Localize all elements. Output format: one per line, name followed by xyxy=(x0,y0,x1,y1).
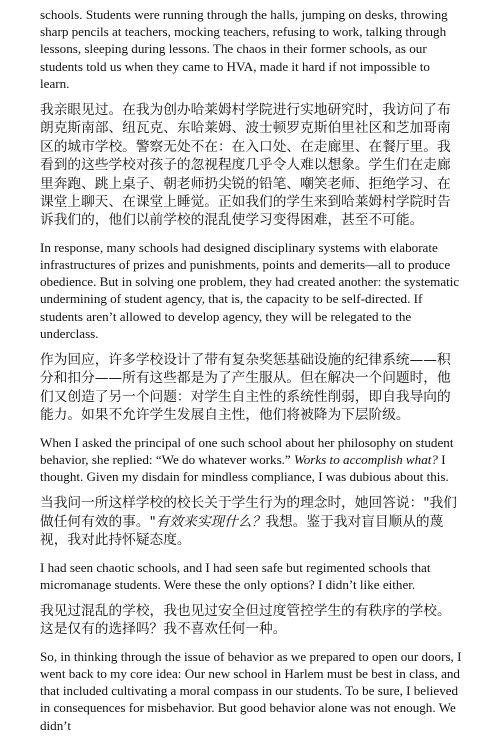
paragraph-chinese-4: 我见过混乱的学校，我也见过安全但过度管控学生的有秩序的学校。这是仅有的选择吗？我不喜欢任何一种。 xyxy=(40,602,451,638)
document-page xyxy=(40,6,462,743)
paragraph-chinese-2: 作为回应，许多学校设计了带有复杂奖惩基础设施的纪律系统——积分和扣分——所有这些都是为了产生服从。但在解决一个问题时，他们又创造了另一个问题：对学生自主性的系统性削弱，即自我导向的能力。如果不允许学生发展自主性，他们将被降为下层阶级。 xyxy=(40,352,451,424)
paragraph-english-5: So, in thinking through the issue of behavior as we prepared to open our doors, I went back to my core idea: Our new school in Harlem must be best in class, and that included cultivating a moral compass in our students. To be sure, I believed in consequences for misbehavior. But good behavior alone was not enough. We didn’t xyxy=(40,648,462,733)
paragraph-chinese-3-part-a: 当我问一所这样学校的校长关于学生行为的理念时，她回答说："我们做任何有效的事。" xyxy=(40,495,457,530)
paragraph-english-3-part-a: When I asked the principal of one such school about her philosophy on student behavior, she replied: “We do whatever works.” xyxy=(40,434,454,467)
paragraph-chinese-3-emphasis: 有效来实现什么？ xyxy=(155,513,266,530)
paragraph-english-3-emphasis: Works to accomplish what? xyxy=(294,451,438,467)
paragraph-english-3-part-b: I thought. Given my disdain for mindless compliance, I was dubious about this. xyxy=(40,451,449,485)
paragraph-english-1: schools. Students were running through the halls, jumping on desks, throwing sharp pencils at teachers, mocking teachers, refusing to work, talking through lessons, sleeping during lessons. The chaos in their former schools, as our students told us when they came to HVA, made it hard if not impossible to learn. xyxy=(40,7,448,91)
paragraph-english-2: In response, many schools had designed disciplinary systems with elaborate infrastructures of prizes and punishments, points and demerits—all to produce obedience. But in solving one problem, they had created another: the systematic undermining of student agency, that is, the capacity to be self-directed. If students aren’t allowed to develop agency, they will be relegated to the underclass. xyxy=(40,239,460,341)
paragraph-chinese-1: 我亲眼见过。在我为创办哈莱姆村学院进行实地研究时，我访问了布朗克斯南部、纽瓦克、东哈莱姆、波士顿罗克斯伯里社区和芝加哥南区的城市学校。警察无处不在：在入口处、在走廊里、在餐厅里。我看到的这些学校对孩子的忽视程度几乎令人难以想象。学生们在走廊里奔跑、跳上桌子、朝老师扔尖锐的铅笔、嘲笑老师、拒绝学习、在课堂上聊天、在课堂上睡觉。正如我们的学生来到哈莱姆村学院时告诉我们的，他们以前学校的混乱使学习变得困难，甚至不可能。 xyxy=(40,102,451,229)
paragraph-chinese-3 xyxy=(40,494,462,549)
paragraph-english-4: I had seen chaotic schools, and I had seen safe but regimented schools that micromanage students. Were these the only options? I didn’t like either. xyxy=(40,559,431,592)
paragraph-chinese-3-part-b: 我想。鉴于我对盲目顺从的蔑视，我对此持怀疑态度。 xyxy=(40,513,444,549)
paragraph-english-3 xyxy=(40,434,462,486)
